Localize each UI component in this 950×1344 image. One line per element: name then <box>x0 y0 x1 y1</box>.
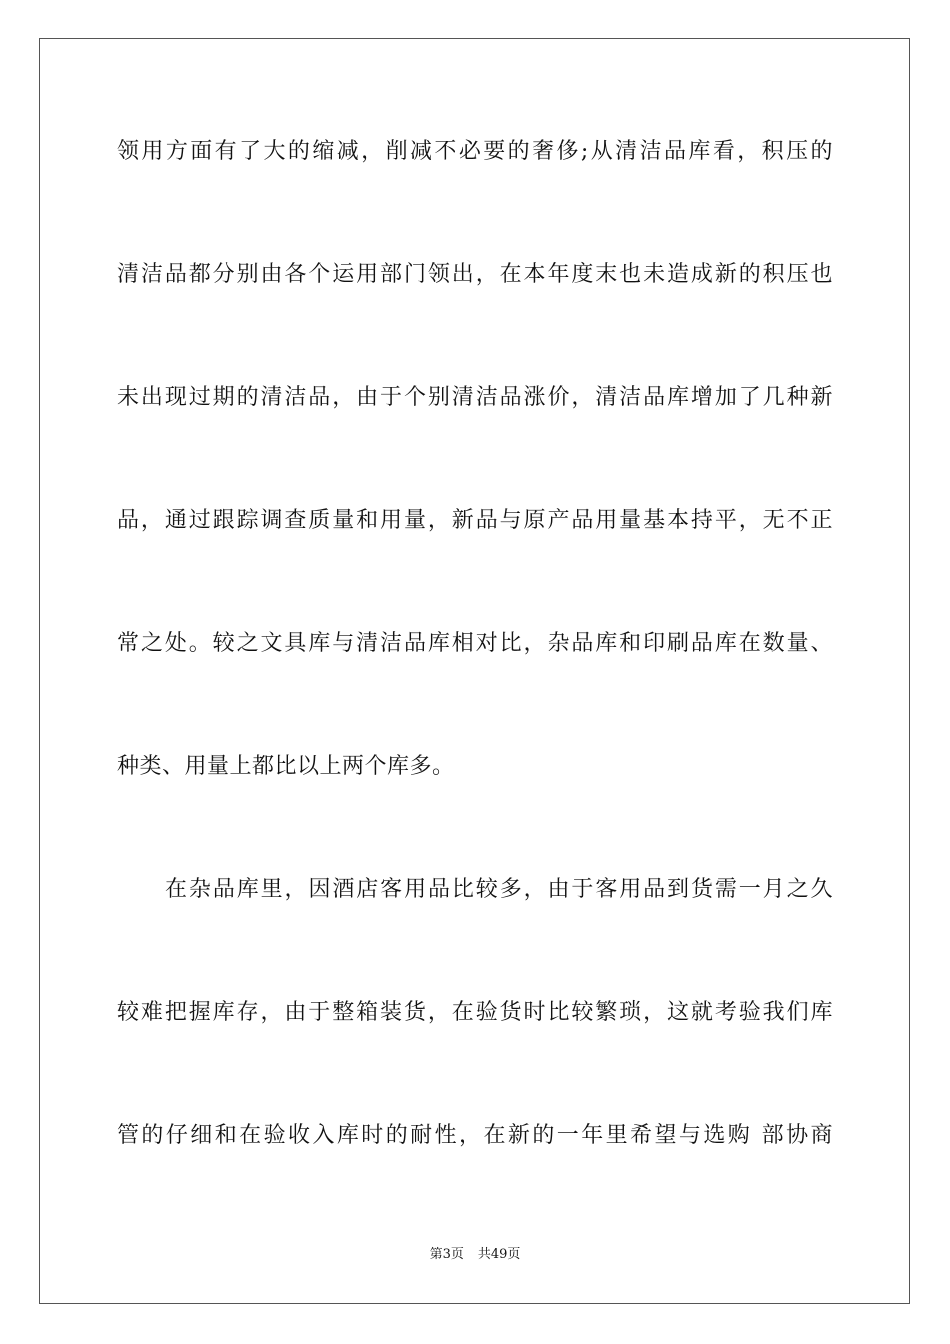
page-frame <box>39 38 910 1304</box>
paragraph-line-7: 在杂品库里，因酒店客用品比较多，由于客用品到货需一月之久 <box>165 877 833 902</box>
page-footer <box>0 1246 950 1264</box>
paragraph-line-9: 管的仔细和在验收入库时的耐性，在新的一年里希望与选购 部协商 <box>117 1123 833 1148</box>
paragraph-line-1: 领用方面有了大的缩减，削减不必要的奢侈;从清洁品库看，积压的 <box>117 139 833 164</box>
total-pages: 共49页 <box>477 1247 521 1262</box>
paragraph-line-5: 常之处。较之文具库与清洁品库相对比，杂品库和印刷品库在数量、 <box>117 631 833 656</box>
paragraph-line-6: 种类、用量上都比以上两个库多。 <box>117 754 455 779</box>
paragraph-line-4: 品，通过跟踪调查质量和用量，新品与原产品用量基本持平，无不正 <box>117 508 833 533</box>
paragraph-line-3: 未出现过期的清洁品，由于个别清洁品涨价，清洁品库增加了几种新 <box>117 385 833 410</box>
paragraph-line-8: 较难把握库存，由于整箱装货，在验货时比较繁琐，这就考验我们库 <box>117 1000 833 1025</box>
page-number: 第3页 <box>429 1247 464 1262</box>
paragraph-line-2: 清洁品都分别由各个运用部门领出，在本年度末也未造成新的积压也 <box>117 262 833 287</box>
